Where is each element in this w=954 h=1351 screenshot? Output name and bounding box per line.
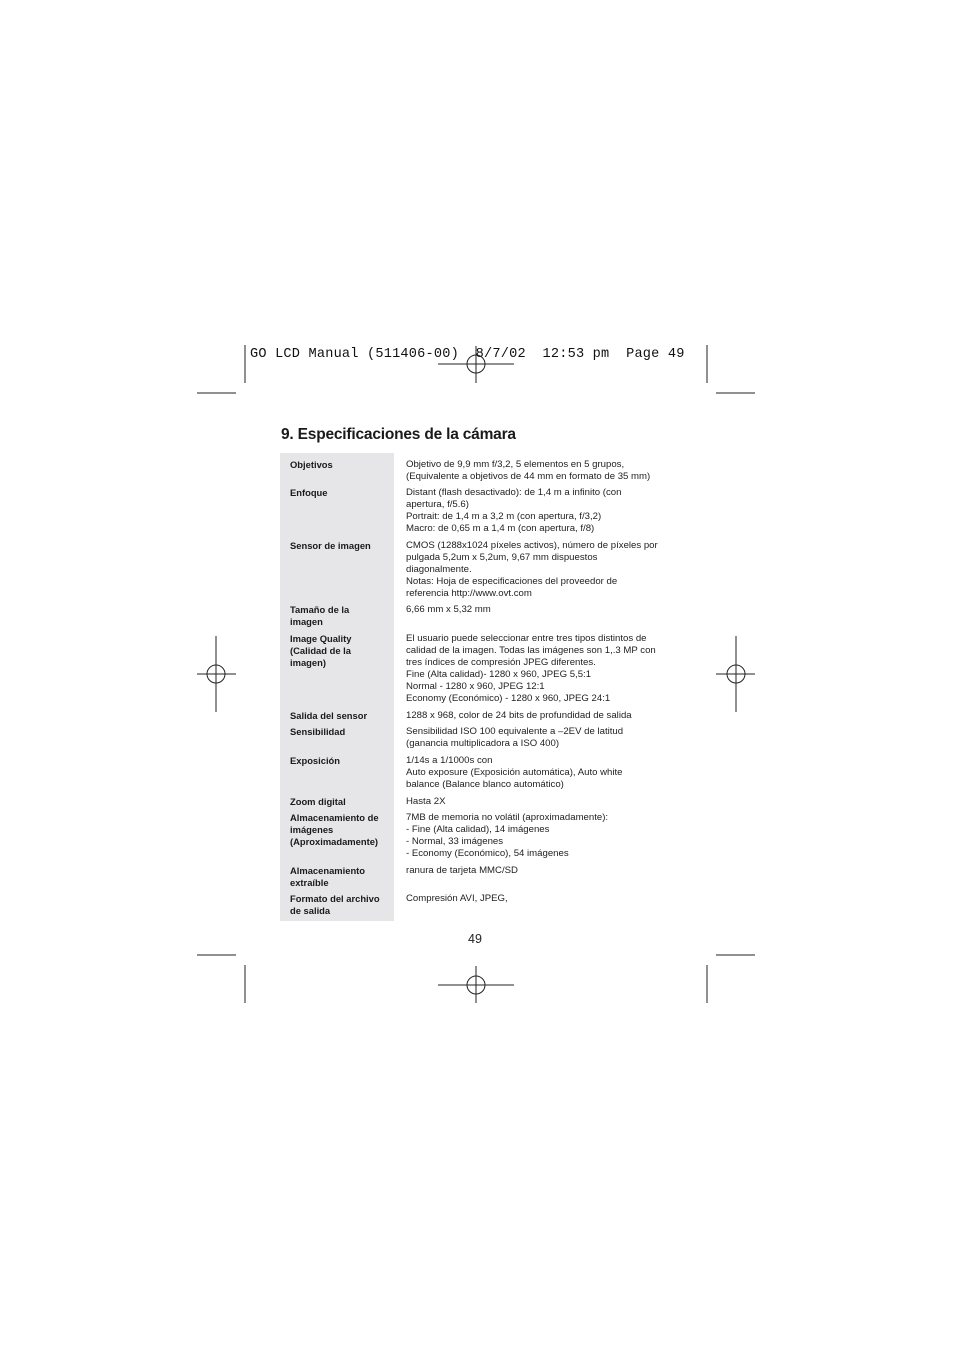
spec-value-line: Portrait: de 1,4 m a 3,2 m (con apertura, f/3,2) [406, 511, 602, 522]
spec-label-line: Tamaño de la [290, 604, 350, 615]
spec-label [290, 755, 390, 767]
spec-value [406, 487, 676, 535]
page-number: 49 [468, 932, 482, 946]
spec-value-line: Fine (Alta calidad)- 1280 x 960, JPEG 5,5:1 [406, 669, 592, 680]
spec-value-line: (Equivalente a objetivos de 44 mm en formato de 35 mm) [406, 471, 651, 482]
spec-value [406, 459, 676, 483]
spec-value [406, 604, 676, 616]
spec-label-line: Image Quality [290, 633, 352, 644]
spec-label [290, 812, 390, 848]
spec-label-line: Almacenamiento [290, 865, 366, 876]
spec-value-line: referencia http://www.ovt.com [406, 588, 532, 599]
spec-value-line: pulgada 5,2um x 5,2um, 9,67 mm dispuestos [406, 552, 598, 563]
spec-label [290, 710, 390, 722]
spec-label [290, 487, 390, 499]
spec-label [290, 893, 390, 917]
spec-value-line: (ganancia multiplicadora a ISO 400) [406, 738, 560, 749]
spec-label-line: Exposición [290, 755, 341, 766]
spec-value [406, 865, 676, 877]
spec-value-line: 6,66 mm x 5,32 mm [406, 604, 491, 615]
spec-label-line: imagen) [290, 657, 326, 668]
spec-label-line: Sensibilidad [290, 726, 346, 737]
spec-value-line: Notas: Hoja de especificaciones del proveedor de [406, 576, 618, 587]
spec-value-line: Compresión AVI, JPEG, [406, 893, 508, 904]
spec-label-line: imágenes [290, 824, 334, 835]
spec-label-column [280, 453, 394, 921]
spec-label-line: Formato del archivo [290, 893, 380, 904]
spec-value [406, 540, 676, 600]
spec-label-line: imagen [290, 616, 323, 627]
spec-label [290, 633, 390, 669]
spec-value-line: - Normal, 33 imágenes [406, 836, 504, 847]
spec-label-line: de salida [290, 905, 331, 916]
spec-value [406, 796, 676, 808]
spec-label-line: extraíble [290, 877, 329, 888]
spec-label-line: Objetivos [290, 459, 333, 470]
spec-label-line: Zoom digital [290, 796, 346, 807]
spec-value-line: tres índices de compresión JPEG diferentes. [406, 657, 596, 668]
spec-label-line: Almacenamiento de [290, 812, 379, 823]
spec-value-line: calidad de la imagen. Todas las imágenes son 1,.3 MP con [406, 645, 656, 656]
spec-label [290, 865, 390, 889]
spec-value-line: Macro: de 0,65 m a 1,4 m (con apertura, f/8) [406, 523, 595, 534]
spec-value-line: Normal - 1280 x 960, JPEG 12:1 [406, 681, 545, 692]
registration-target-right [716, 636, 755, 712]
spec-value-line: Hasta 2X [406, 796, 446, 807]
spec-value-line: diagonalmente. [406, 564, 472, 575]
spec-label-line: Salida del sensor [290, 710, 368, 721]
spec-value [406, 726, 676, 750]
spec-label-line: (Calidad de la [290, 645, 351, 656]
registration-target-bottom [438, 966, 514, 1003]
spec-value [406, 812, 676, 860]
spec-value-line: - Economy (Económico), 54 imágenes [406, 848, 569, 859]
spec-label-line: Enfoque [290, 487, 328, 498]
spec-value-line: 1/14s a 1/1000s con [406, 755, 493, 766]
spec-value-line: apertura, f/5.6) [406, 499, 469, 510]
spec-value-line: Sensibilidad ISO 100 equivalente a –2EV de latitud [406, 726, 624, 737]
spec-label [290, 604, 390, 628]
spec-value-line: Economy (Económico) - 1280 x 960, JPEG 24:1 [406, 693, 611, 704]
spec-label [290, 726, 390, 738]
spec-value-line: Objetivo de 9,9 mm f/3,2, 5 elementos en 5 grupos, [406, 459, 625, 470]
section-title: 9. Especificaciones de la cámara [281, 426, 516, 443]
spec-value-line: balance (Balance blanco automático) [406, 779, 564, 790]
spec-value-line: Distant (flash desactivado): de 1,4 m a infinito (con [406, 487, 622, 498]
spec-value-line: 1288 x 968, color de 24 bits de profundidad de salida [406, 710, 632, 721]
spec-value-line: El usuario puede seleccionar entre tres tipos distintos de [406, 633, 647, 644]
spec-value-line: Auto exposure (Exposición automática), Auto white [406, 767, 623, 778]
spec-label-line: (Aproximadamente) [290, 836, 379, 847]
spec-value [406, 710, 676, 722]
print-slug: GO LCD Manual (511406-00) 8/7/02 12:53 pm Page 49 [250, 347, 685, 362]
spec-label-line: Sensor de imagen [290, 540, 371, 551]
spec-value-line: 7MB de memoria no volátil (aproximadamente): [406, 812, 609, 823]
spec-label [290, 459, 390, 471]
registration-target-left [197, 636, 236, 712]
spec-label [290, 796, 390, 808]
spec-value [406, 633, 676, 705]
spec-value [406, 893, 676, 905]
spec-value-line: ranura de tarjeta MMC/SD [406, 865, 518, 876]
spec-value-line: CMOS (1288x1024 píxeles activos), número de píxeles por [406, 540, 658, 551]
spec-value-line: - Fine (Alta calidad), 14 imágenes [406, 824, 550, 835]
spec-label [290, 540, 390, 552]
spec-value [406, 755, 676, 791]
